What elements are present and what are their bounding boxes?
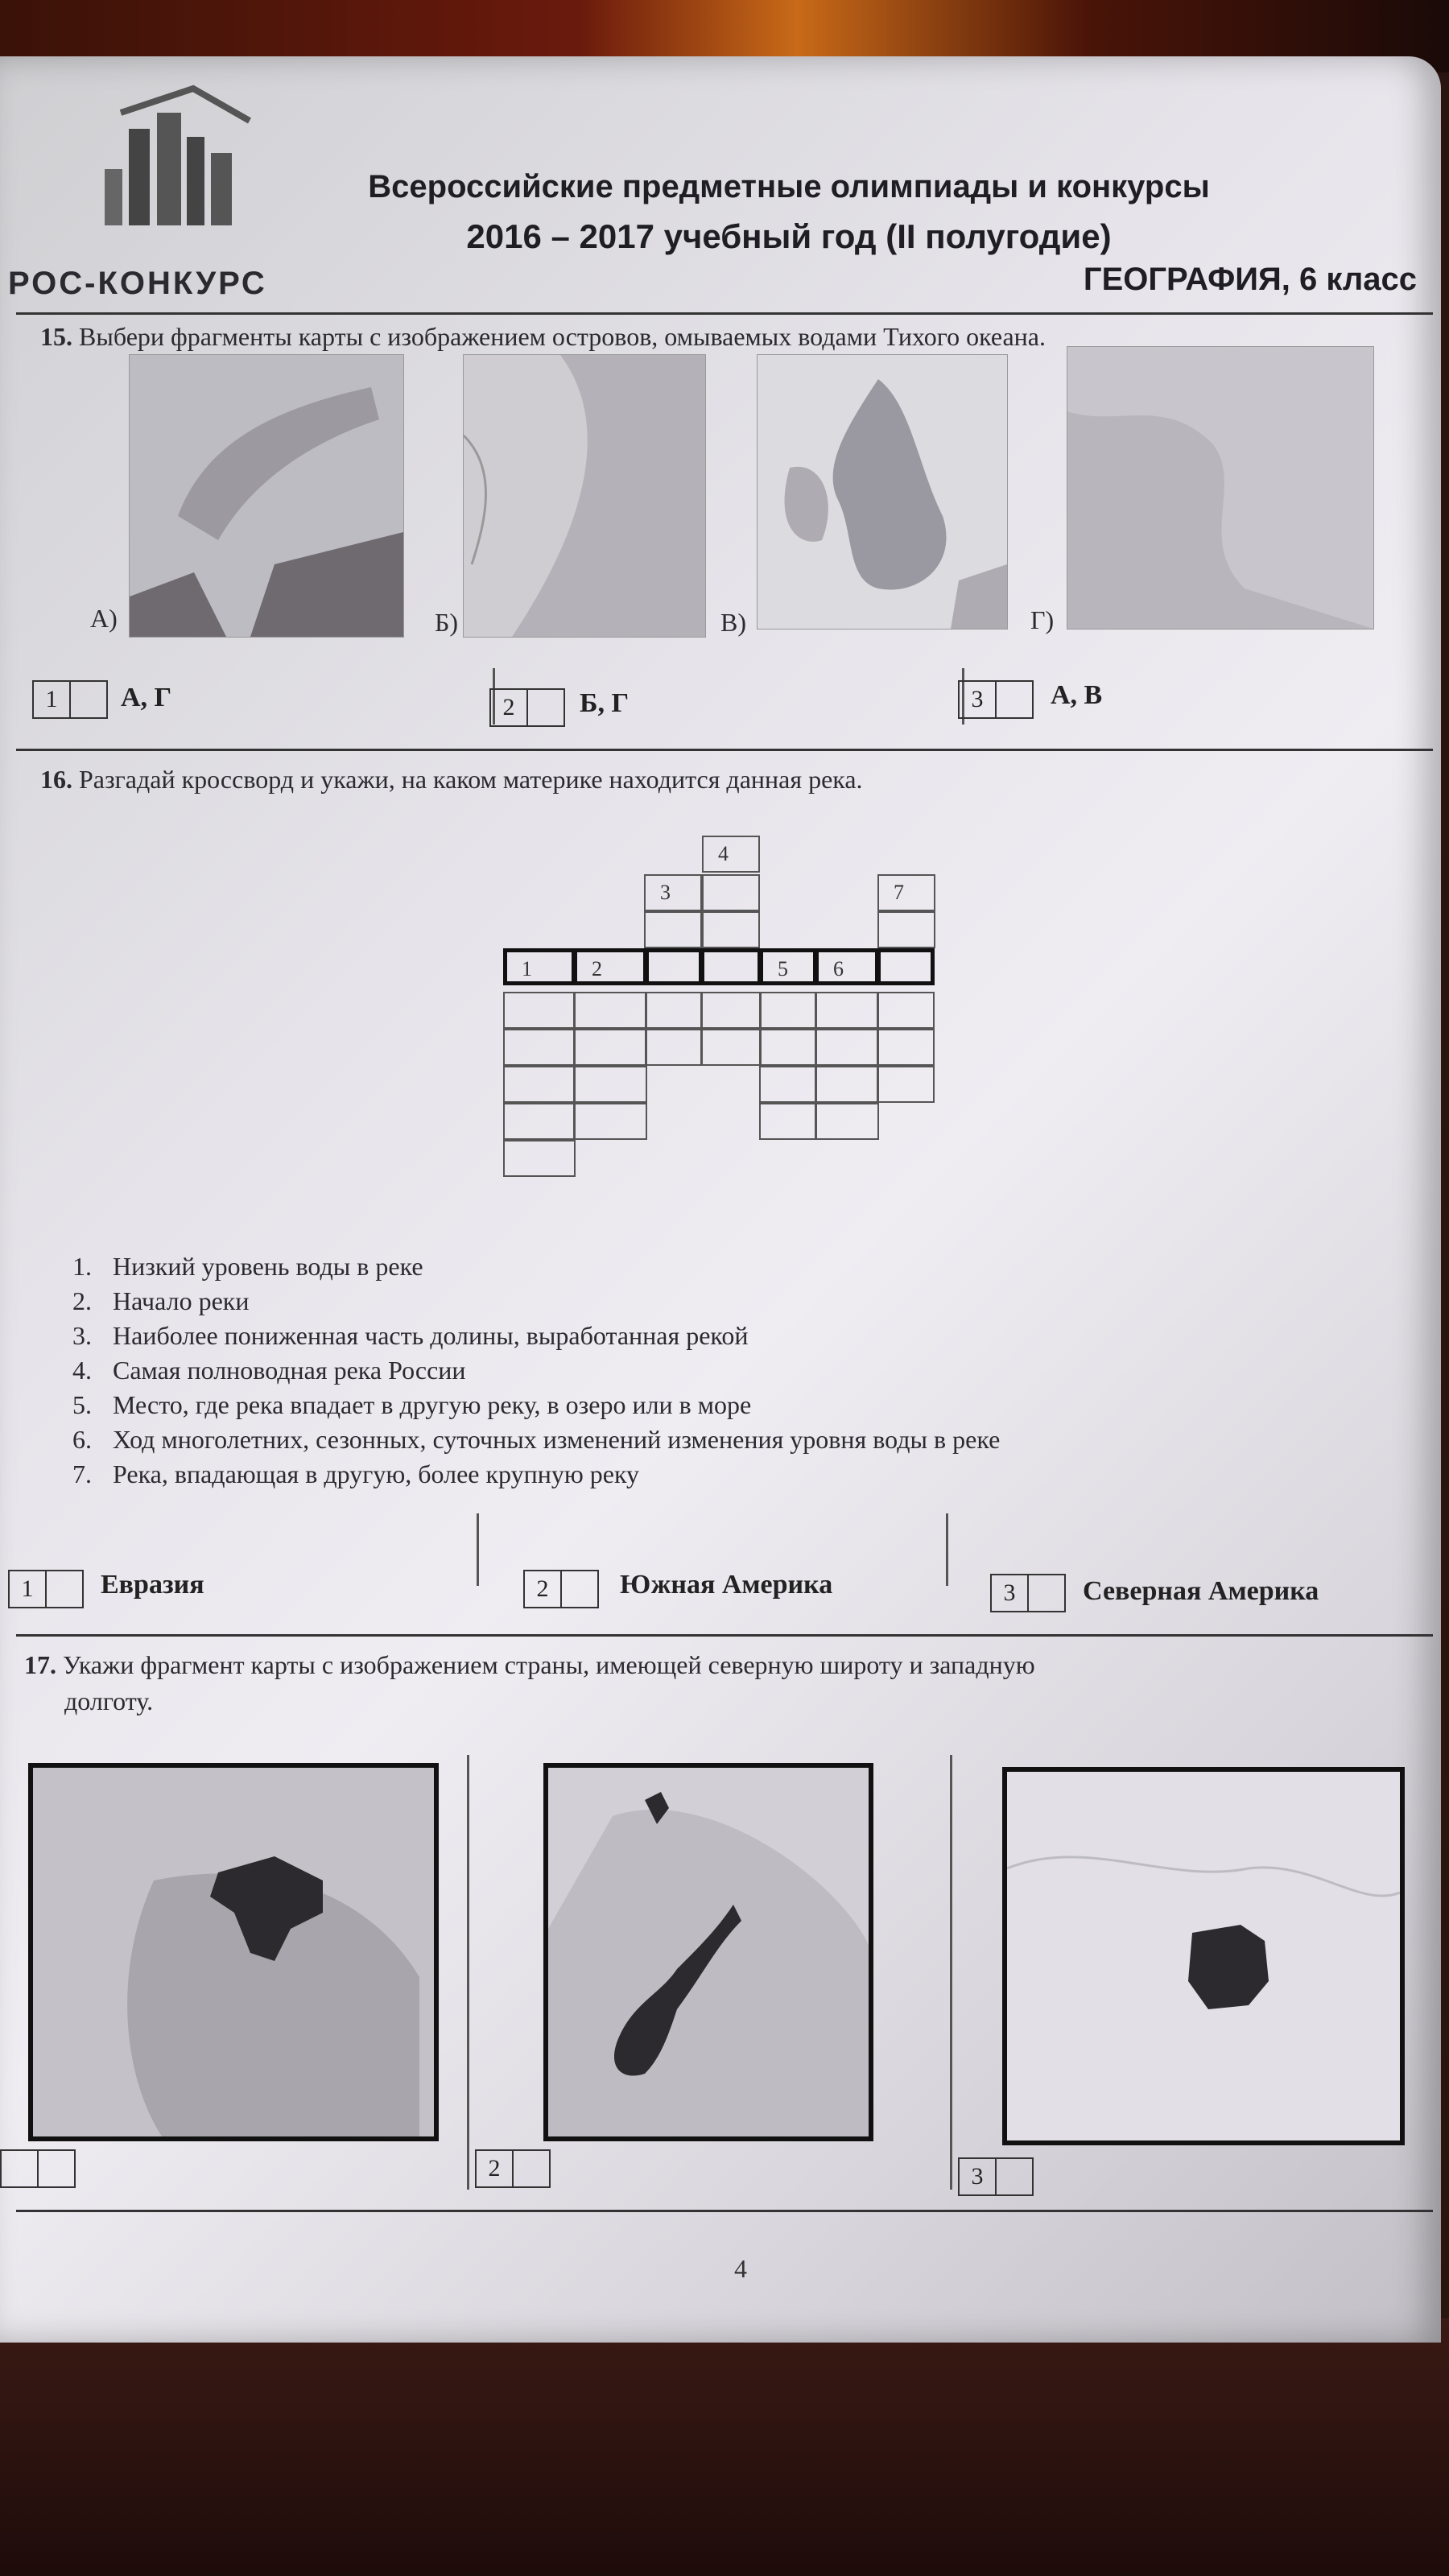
q15-question xyxy=(40,322,1046,352)
q17-text-line1: Укажи фрагмент карты с изображением страны, имеющей северную широту и западную xyxy=(63,1650,1035,1679)
q17-answer-num-2: 2 xyxy=(477,2151,514,2186)
crossword-cell[interactable] xyxy=(573,1029,647,1066)
crossword-cell[interactable] xyxy=(700,948,762,985)
map-label-d: Г) xyxy=(1030,605,1055,634)
crossword-cell[interactable] xyxy=(815,1029,879,1066)
q16-answer-checkbox-3[interactable] xyxy=(990,1574,1066,1612)
subject-label: ГЕОГРАФИЯ, 6 класс xyxy=(1083,262,1417,297)
crossword-cell-6[interactable]: 6 xyxy=(815,948,879,985)
q15-answer-checkbox-2[interactable] xyxy=(489,688,565,727)
q15-answer-text-2: Б, Г xyxy=(580,688,630,718)
clue-7 xyxy=(72,1459,639,1489)
country-map-1 xyxy=(33,1768,434,2136)
crossword-cell[interactable] xyxy=(700,1029,762,1066)
q16-number: 16. xyxy=(40,765,72,794)
crossword-cell-1[interactable]: 1 xyxy=(503,948,576,985)
q16-answer-divider-1 xyxy=(477,1513,479,1586)
crossword-cell[interactable] xyxy=(645,948,703,985)
clue-1 xyxy=(72,1252,423,1282)
clue-number: 2. xyxy=(72,1286,92,1315)
map-fragment-d xyxy=(1067,346,1374,630)
clue-6 xyxy=(72,1425,1000,1455)
q16-divider xyxy=(16,1634,1433,1637)
country-map-2 xyxy=(548,1768,869,2136)
q15-number: 15. xyxy=(40,322,72,351)
crossword-cell-3[interactable]: 3 xyxy=(644,874,702,911)
crossword-cell[interactable] xyxy=(503,1066,576,1103)
crossword-cell[interactable] xyxy=(877,1029,935,1066)
q16-answer-divider-2 xyxy=(946,1513,948,1586)
crossword-cell[interactable] xyxy=(759,992,817,1029)
crossword-cell[interactable] xyxy=(573,1066,647,1103)
q17-answer-num-3: 3 xyxy=(960,2159,997,2194)
q17-answer-num-1 xyxy=(2,2151,39,2186)
crossword-cell[interactable] xyxy=(645,992,703,1029)
clue-number: 3. xyxy=(72,1321,92,1350)
crossword-cell[interactable] xyxy=(503,1103,576,1140)
clue-number: 4. xyxy=(72,1356,92,1385)
q17-text-line2: долготу. xyxy=(64,1686,154,1715)
q15-answer-text-1: А, Г xyxy=(121,683,172,712)
map-label-a: А) xyxy=(90,604,118,633)
q17-answer-checkbox-1[interactable] xyxy=(0,2149,76,2188)
q17-number: 17. xyxy=(24,1650,56,1679)
country-map-3 xyxy=(1007,1772,1400,2140)
clue-number: 5. xyxy=(72,1390,92,1419)
crossword-cell[interactable] xyxy=(644,911,702,948)
q15-answer-checkbox-1[interactable] xyxy=(32,680,108,719)
rosconkurs-logo xyxy=(8,80,330,242)
q16-answer-checkbox-1[interactable] xyxy=(8,1570,84,1608)
q15-answer-num-3: 3 xyxy=(960,682,997,717)
clue-5 xyxy=(72,1390,751,1420)
q17-answer-checkbox-2[interactable] xyxy=(475,2149,551,2188)
q17-divider-1 xyxy=(467,1755,469,2190)
crossword-cell-5[interactable]: 5 xyxy=(759,948,817,985)
crossword-cell[interactable] xyxy=(702,911,760,948)
clue-number: 1. xyxy=(72,1252,92,1281)
crossword-cell[interactable] xyxy=(815,992,879,1029)
crossword-cell[interactable] xyxy=(877,992,935,1029)
page-title-line1: Всероссийские предметные олимпиады и конкурсы xyxy=(368,169,1210,204)
q16-question xyxy=(40,765,863,795)
page-title-line2: 2016 – 2017 учебный год (II полугодие) xyxy=(466,217,1112,255)
clue-text: Низкий уровень воды в реке xyxy=(113,1252,423,1281)
map-frame-1 xyxy=(28,1763,439,2141)
q16-answer-text-3: Северная Америка xyxy=(1083,1576,1319,1606)
crossword-cell[interactable] xyxy=(573,992,647,1029)
clue-number: 6. xyxy=(72,1425,92,1454)
crossword-cell[interactable] xyxy=(815,1103,879,1140)
q17-divider xyxy=(16,2210,1433,2212)
header-divider xyxy=(16,312,1433,315)
crossword-cell[interactable] xyxy=(877,948,935,985)
q15-answer-checkbox-3[interactable] xyxy=(958,680,1034,719)
clue-4 xyxy=(72,1356,466,1385)
page-number: 4 xyxy=(734,2254,747,2283)
q16-answer-text-1: Евразия xyxy=(101,1570,204,1600)
q15-answer-num-1: 1 xyxy=(34,682,71,717)
q16-answer-num-2: 2 xyxy=(525,1571,562,1607)
crossword-cell[interactable] xyxy=(877,1066,935,1103)
crossword-cell[interactable] xyxy=(503,992,576,1029)
map-frame-3 xyxy=(1002,1767,1405,2145)
crossword-cell-7[interactable]: 7 xyxy=(877,874,935,911)
q15-text: Выбери фрагменты карты с изображением островов, омываемых водами Тихого океана. xyxy=(79,322,1046,351)
clue-text: Начало реки xyxy=(113,1286,250,1315)
crossword-cell-4[interactable]: 4 xyxy=(702,836,760,873)
map-frame-2 xyxy=(543,1763,873,2141)
crossword-cell[interactable] xyxy=(503,1140,576,1177)
q16-answer-checkbox-2[interactable] xyxy=(523,1570,599,1608)
q16-text: Разгадай кроссворд и укажи, на каком материке находится данная река. xyxy=(79,765,863,794)
clue-2 xyxy=(72,1286,249,1316)
clue-number: 7. xyxy=(72,1459,92,1488)
crossword-cell[interactable] xyxy=(702,874,760,911)
q17-answer-checkbox-3[interactable] xyxy=(958,2157,1034,2196)
crossword-cell[interactable] xyxy=(700,992,762,1029)
q16-answer-num-3: 3 xyxy=(992,1575,1029,1611)
crossword-cell[interactable] xyxy=(877,911,935,948)
crossword-cell[interactable] xyxy=(503,1029,576,1066)
q16-answer-num-1: 1 xyxy=(10,1571,47,1607)
map-label-c: В) xyxy=(720,608,746,637)
map-fragment-b xyxy=(463,354,706,638)
clue-text: Наиболее пониженная часть долины, выработанная рекой xyxy=(113,1321,749,1350)
crossword-cell[interactable] xyxy=(573,1103,647,1140)
crossword-cell[interactable] xyxy=(815,1066,879,1103)
crossword-cell-2[interactable]: 2 xyxy=(573,948,647,985)
clue-text: Место, где река впадает в другую реку, в озеро или в море xyxy=(113,1390,752,1419)
crossword-cell[interactable] xyxy=(645,1029,703,1066)
q15-answer-num-2: 2 xyxy=(491,690,528,725)
q15-divider xyxy=(16,749,1433,751)
logo-text: РОС-КОНКУРС xyxy=(8,266,267,301)
clue-3 xyxy=(72,1321,748,1351)
map-fragment-a xyxy=(129,354,404,638)
background-bottom xyxy=(0,2318,1449,2576)
q16-answer-text-2: Южная Америка xyxy=(620,1570,833,1600)
map-label-b: Б) xyxy=(435,608,459,637)
clue-text: Самая полноводная река России xyxy=(113,1356,466,1385)
q17-divider-2 xyxy=(950,1755,952,2190)
crossword-cell[interactable] xyxy=(759,1066,817,1103)
q17-question-line1 xyxy=(24,1650,1035,1680)
clue-text: Река, впадающая в другую, более крупную реку xyxy=(113,1459,640,1488)
map-fragment-c xyxy=(757,354,1008,630)
crossword-cell[interactable] xyxy=(759,1029,817,1066)
crossword-cell[interactable] xyxy=(759,1103,817,1140)
clue-text: Ход многолетних, сезонных, суточных изменений изменения уровня воды в реке xyxy=(113,1425,1001,1454)
q15-answer-text-3: А, В xyxy=(1051,680,1103,710)
